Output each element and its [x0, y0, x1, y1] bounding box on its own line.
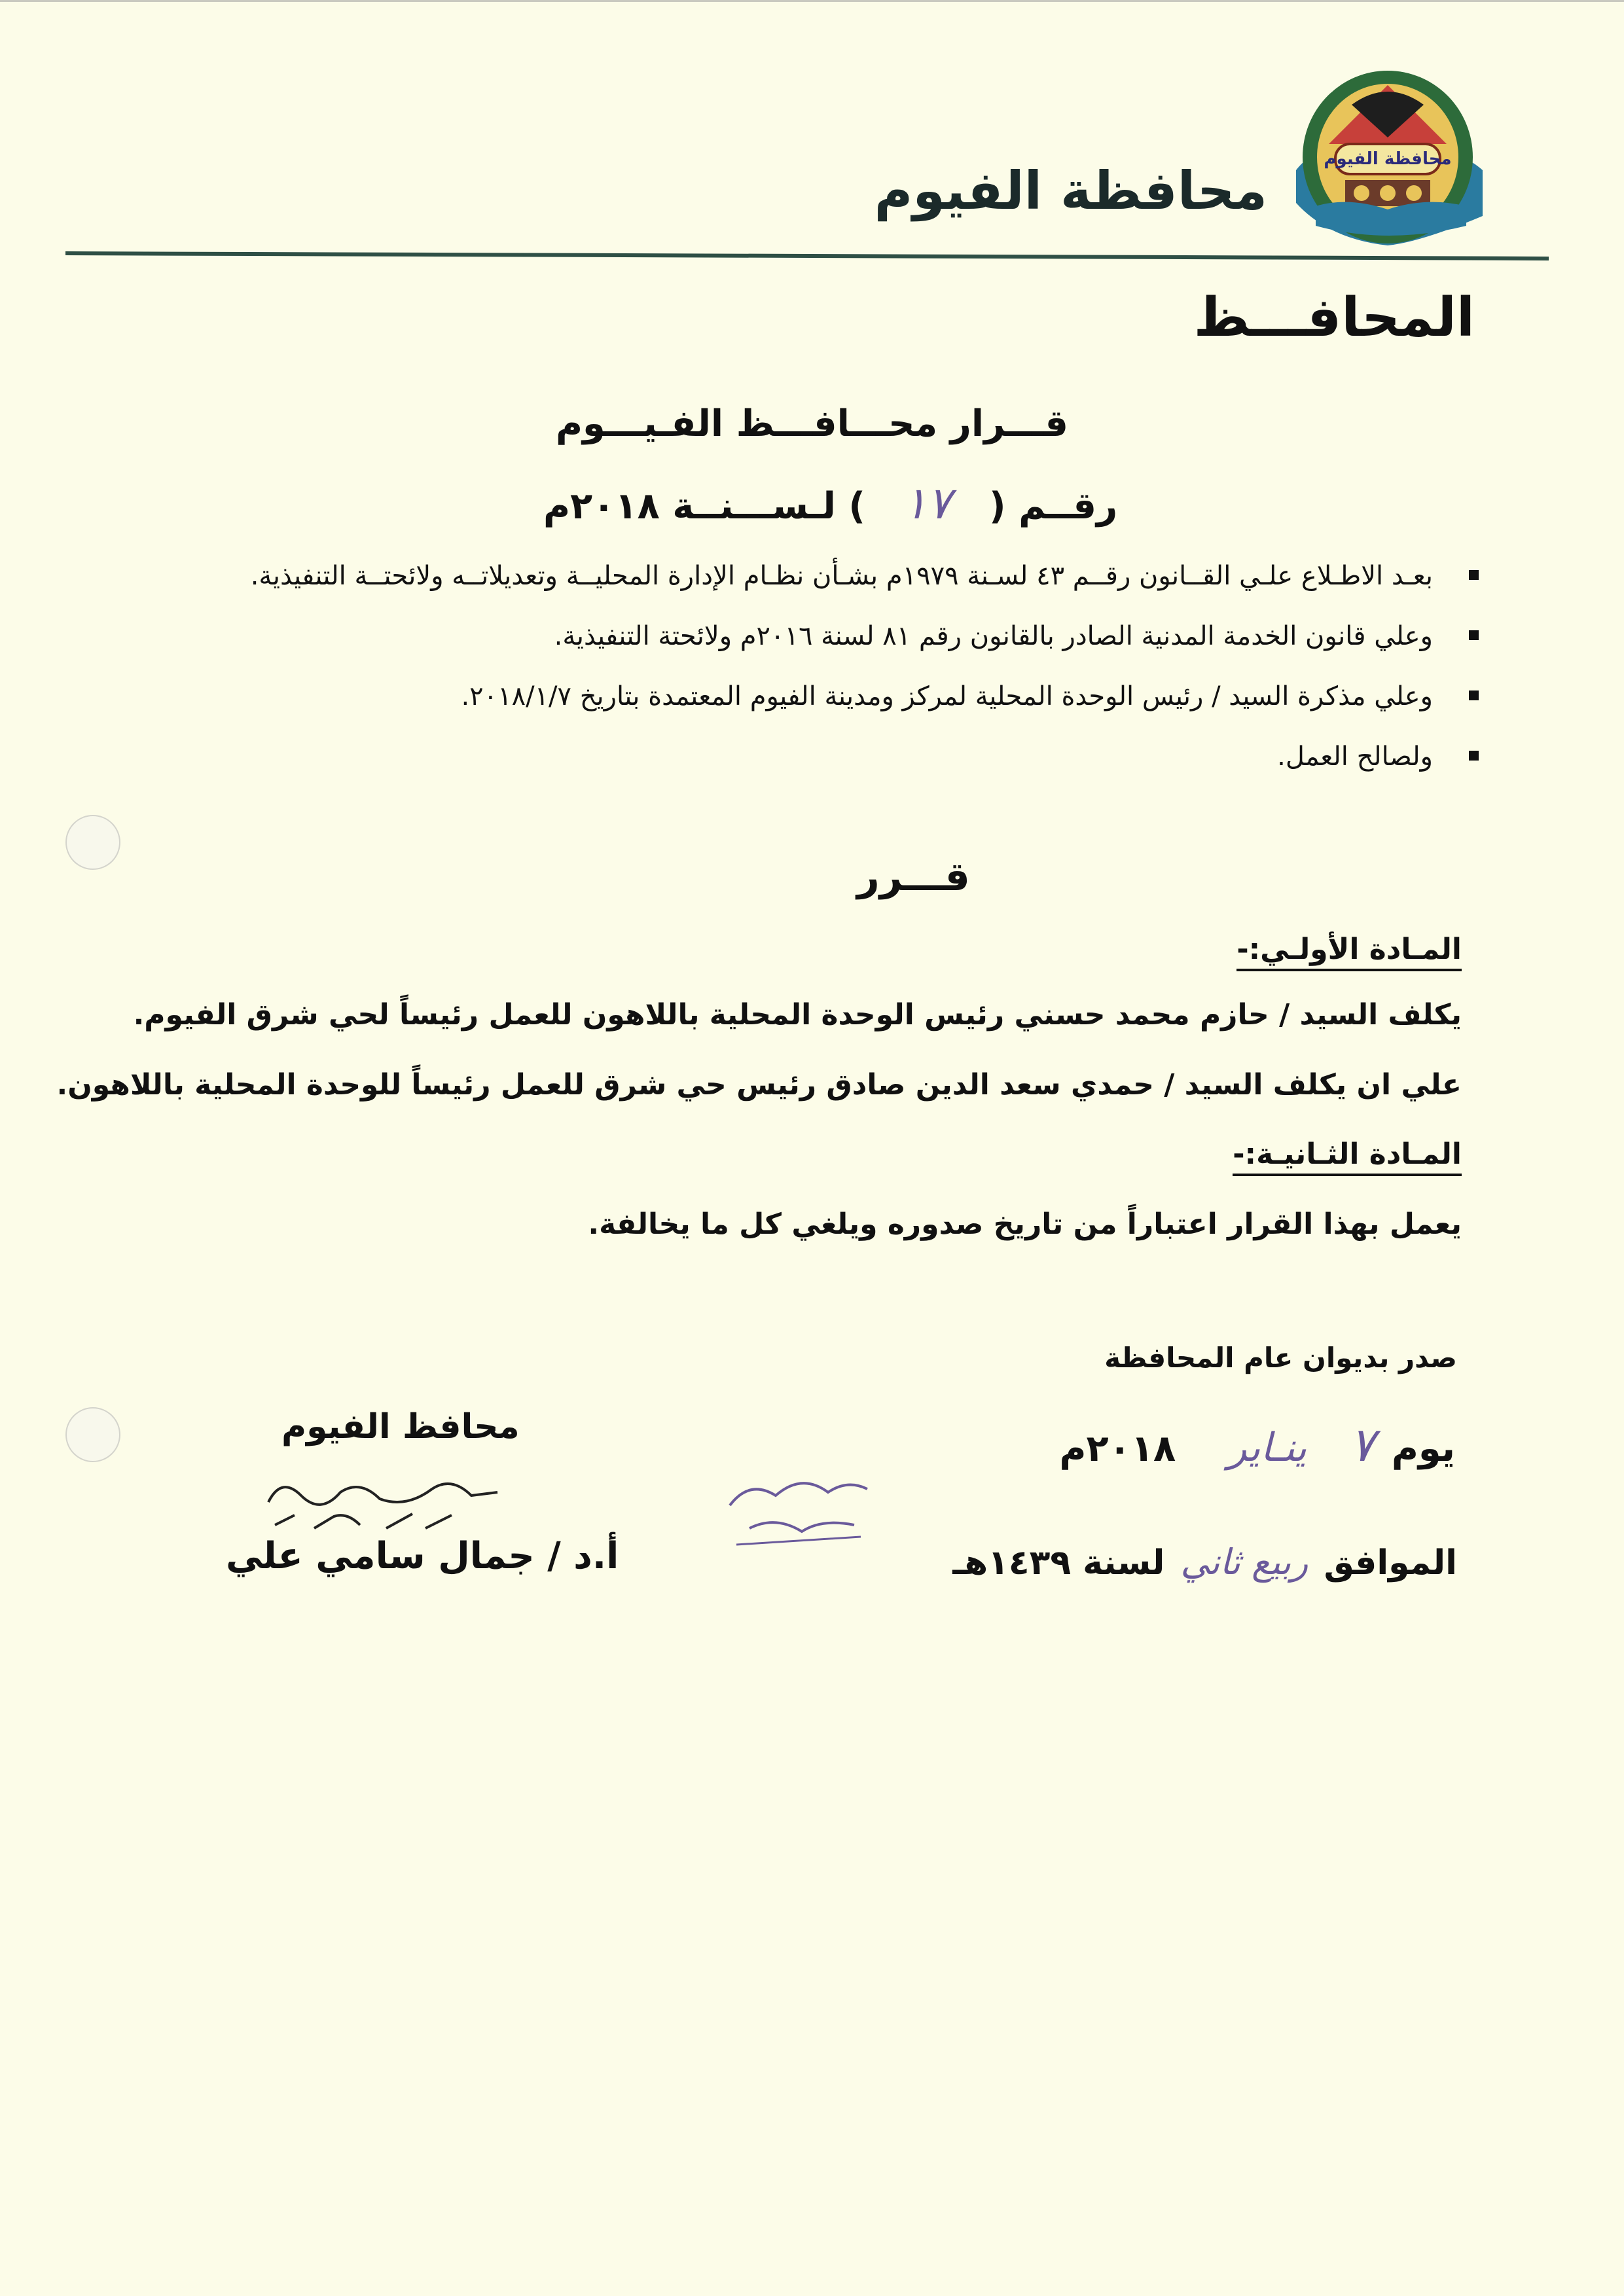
hijri-label: الموافق: [1324, 1543, 1457, 1583]
header-rule: [65, 251, 1549, 260]
article-1-line: علي ان يكلف السيد / حمدي سعد الدين صادق رئيس حي شرق للعمل رئيساً للوحدة المحلية باللاهون.: [56, 1068, 1462, 1102]
square-bullet-icon: [1469, 630, 1479, 640]
hijri-year: لسنة ١٤٣٩هـ: [952, 1543, 1165, 1583]
hijri-month-handwritten: ربيع ثاني: [1180, 1541, 1308, 1583]
emblem-text: محافظة الفيوم: [1324, 149, 1452, 169]
decree-heading: قـــرر: [857, 854, 970, 900]
governorate-emblem-logo: [1290, 65, 1486, 249]
day-handwritten: ٧: [1349, 1417, 1375, 1472]
office-title: المحافـــظ: [1193, 287, 1475, 349]
signer-name: أ.د / جمال سامي علي: [226, 1535, 619, 1577]
preamble-item: ولصالح العمل.: [170, 734, 1479, 780]
article-2-line: يعمل بهذا القرار اعتباراً من تاريخ صدوره ويلغي كل ما يخالفة.: [588, 1208, 1462, 1241]
year: ٢٠١٨م: [1059, 1427, 1176, 1470]
preamble-list: [170, 553, 1479, 794]
punch-hole: [65, 1407, 120, 1462]
preamble-item: وعلي قانون الخدمة المدنية الصادر بالقانون رقم ٨١ لسنة ٢٠١٦م ولائحتة التنفيذية.: [170, 613, 1479, 659]
signer-title: محافظ الفيوم: [281, 1407, 520, 1446]
preamble-item: بعـد الاطـلاع علـي القــانون رقــم ٤٣ لسـنة ١٩٧٩م بشـأن نظـام الإدارة المحليــة وتعديلاتــه ولائحتــة التنفيذية.: [170, 553, 1479, 599]
article-2-heading: المـادة الثـانيـة:-: [1233, 1138, 1462, 1176]
decision-number-handwritten: ١٧: [903, 478, 952, 529]
issued-at: صدر بديوان عام المحافظة: [1104, 1342, 1457, 1374]
punch-hole: [65, 815, 120, 870]
decision-title: قـــرار محـــافـــظ الفـيـــوم: [556, 403, 1068, 445]
square-bullet-icon: [1469, 751, 1479, 761]
hijri-date: [952, 1541, 1457, 1583]
decision-number: [543, 478, 1117, 529]
governor-signature: [255, 1463, 511, 1541]
preamble-item: وعلي مذكرة السيد / رئيس الوحدة المحلية لمركز ومدينة الفيوم المعتمدة بتاريخ ٢٠١٨/١/٧.: [170, 673, 1479, 719]
page-top-edge: [0, 0, 1624, 2]
day-label: يوم: [1391, 1427, 1455, 1470]
issuance-date: [1059, 1417, 1455, 1472]
square-bullet-icon: [1469, 570, 1479, 580]
decision-number-suffix: ) لـســـنــة ٢٠١٨م: [543, 485, 866, 528]
article-1-line: يكلف السيد / حازم محمد حسني رئيس الوحدة المحلية باللاهون للعمل رئيساً لحي شرق الفيوم.: [133, 998, 1462, 1031]
decision-number-prefix: رقــم (: [989, 485, 1118, 528]
month-handwritten: ينـاير: [1227, 1425, 1307, 1471]
governorate-name: محافظة الفيوم: [874, 160, 1267, 221]
square-bullet-icon: [1469, 691, 1479, 700]
article-1-heading: المـادة الأولـي:-: [1236, 933, 1462, 971]
initials-signature: [710, 1460, 880, 1558]
